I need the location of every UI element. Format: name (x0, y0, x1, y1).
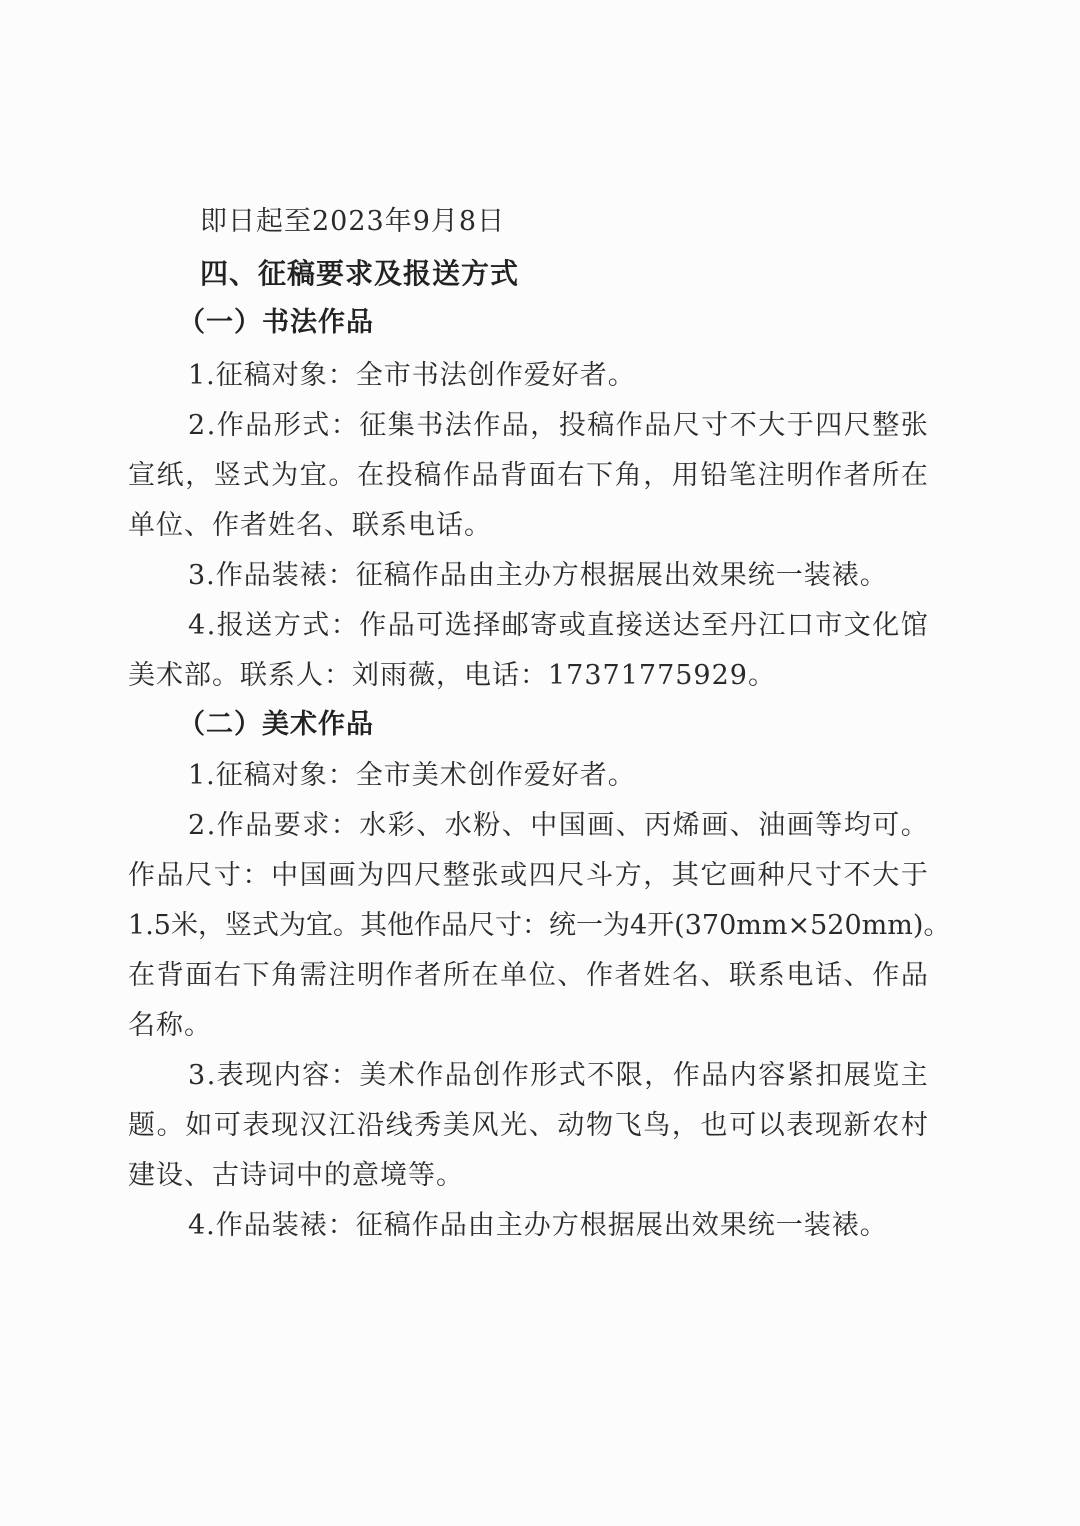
subsection-heading-calligraphy: （一）书法作品 (178, 307, 374, 338)
calligraphy-item-2-line-1: 2 . 作 品 形 式 ： 征 集 书 法 作 品 ， 投 稿 作 品 尺 寸 不 大 于 四 尺 整 张 (188, 410, 928, 441)
calligraphy-item-1-target: 1.征稿对象：全市书法创作爱好者。 (188, 360, 636, 391)
calligraphy-item-2-line-2: 宣 纸 ， 竖 式 为 宜 。 在 投 稿 作 品 背 面 右 下 角 ， 用 铅 笔 注 明 作 者 所 在 (128, 460, 928, 491)
calligraphy-item-2-line-3: 单位、作者姓名、联系电话。 (128, 510, 492, 541)
subsection-heading-art: （二）美术作品 (178, 709, 374, 740)
art-item-2-line-3: 1 . 5 米 ， 竖 式 为 宜 。 其 他 作 品 尺 寸 ： 统 一 为 4 开 ( 3 7 0 m m × 5 2 0 m m ) 。 (128, 910, 951, 941)
art-item-3-line-3: 建设、古诗词中的意境等。 (128, 1160, 464, 1191)
art-item-2-line-2: 作 品 尺 寸 ： 中 国 画 为 四 尺 整 张 或 四 尺 斗 方 ， 其 它 画 种 尺 寸 不 大 于 (128, 860, 928, 891)
calligraphy-item-4-line-2: 美术部。联系人：刘雨薇，电话：17371775929。 (128, 660, 776, 691)
art-item-2-line-1: 2 . 作 品 要 求 ： 水 彩 、 水 粉 、 中 国 画 、 丙 烯 画 、 油 画 等 均 可 。 (188, 810, 928, 841)
art-item-3-line-1: 3 . 表 现 内 容 ： 美 术 作 品 创 作 形 式 不 限 ， 作 品 内 容 紧 扣 展 览 主 (188, 1060, 928, 1091)
section-heading-submission-requirements: 四、征稿要求及报送方式 (200, 257, 520, 290)
art-item-4-mounting: 4.作品装裱：征稿作品由主办方根据展出效果统一装裱。 (188, 1210, 888, 1241)
date-range-line: 即日起至2023年9月8日 (200, 206, 506, 237)
art-item-3-line-2: 题 。 如 可 表 现 汉 江 沿 线 秀 美 风 光 、 动 物 飞 鸟 ， 也 可 以 表 现 新 农 村 (128, 1110, 928, 1141)
calligraphy-item-3-mounting: 3.作品装裱：征稿作品由主办方根据展出效果统一装裱。 (188, 560, 888, 591)
art-item-1-target: 1.征稿对象：全市美术创作爱好者。 (188, 760, 636, 791)
art-item-2-line-5: 名称。 (128, 1010, 212, 1041)
art-item-2-line-4: 在 背 面 右 下 角 需 注 明 作 者 所 在 单 位 、 作 者 姓 名 、 联 系 电 话 、 作 品 (128, 960, 928, 991)
calligraphy-item-4-line-1: 4 . 报 送 方 式 ： 作 品 可 选 择 邮 寄 或 直 接 送 达 至 丹 江 口 市 文 化 馆 (188, 610, 928, 641)
